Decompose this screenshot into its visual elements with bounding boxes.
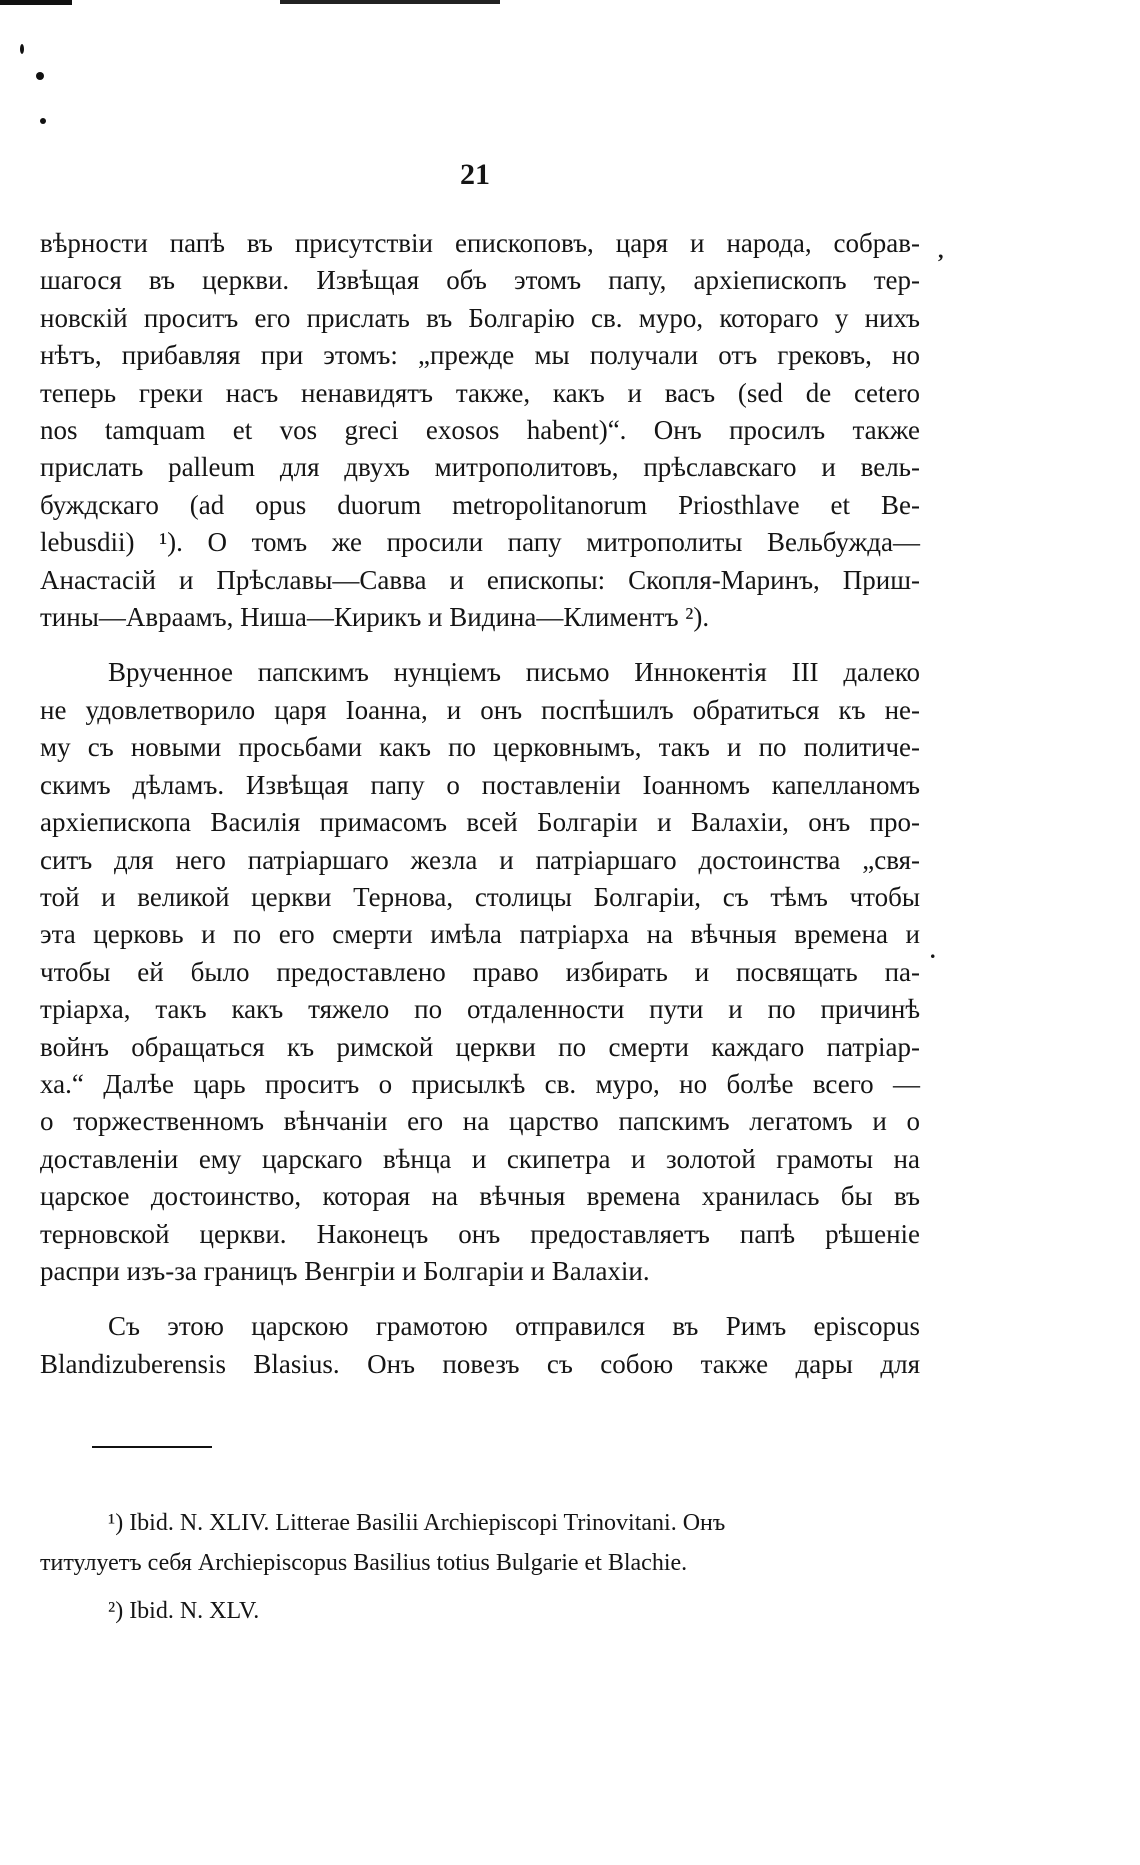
body-text	[40, 225, 920, 1383]
text-line: вѣрности папѣ въ присутствіи епископовъ, царя и народа, собрав-	[40, 228, 920, 258]
top-edge-rule	[0, 0, 72, 5]
margin-mark: ,	[938, 238, 944, 263]
scan-speck	[40, 118, 46, 124]
text-line: той и великой церкви Тернова, столицы Болгаріи, съ тѣмъ чтобы	[40, 881, 920, 912]
paragraph	[40, 654, 920, 1290]
footnotes	[40, 1503, 920, 1631]
text-line: lebusdii) ¹). О томъ же просили папу митрополиты Вельбужда—	[40, 527, 920, 558]
paragraph	[40, 1308, 920, 1383]
text-line: архіепископа Василія примасомъ всей Болгаріи и Валахіи, онъ про-	[40, 807, 920, 838]
text-line: эта церковь и по его смерти имѣла патріарха на вѣчныя времена и	[40, 919, 920, 950]
text-line: не удовлетворило царя Іоанна, и онъ поспѣшилъ обратиться къ не-	[40, 694, 920, 725]
scan-speck	[20, 44, 24, 54]
text-line: прислать palleum для двухъ митрополитовъ, прѣславскаго и вель-	[40, 452, 920, 483]
scan-speck	[36, 72, 44, 80]
text-line: царское достоинство, которая на вѣчныя времена хранилась бы въ	[40, 1181, 920, 1212]
footnote-line: ²) Ibid. N. XLV.	[108, 1598, 260, 1624]
footnote-line: ¹) Ibid. N. XLIV. Litterae Basilii Archiepiscopi Trinovitani. Онъ	[108, 1510, 726, 1536]
text-line: Анастасій и Прѣславы—Савва и епископы: Скопля-Маринъ, Приш-	[40, 564, 920, 595]
text-line: му съ новыми просьбами какъ по церковнымъ, такъ и по политиче-	[40, 732, 920, 763]
text-line: Съ этою царскою грамотою отправился въ Римъ episcopus	[108, 1311, 920, 1342]
footnote-line: титулуетъ себя Archiepiscopus Basilius totius Bulgarie et Blachie.	[40, 1550, 688, 1576]
footnote	[40, 1503, 920, 1583]
text-line: Врученное папскимъ нунціемъ письмо Иннокентія III далеко	[108, 657, 920, 688]
text-line: буждскаго (ad opus duorum metropolitanorum Priosthlave et Be-	[40, 489, 920, 520]
text-line: доставленіи ему царскаго вѣнца и скипетра и золотой грамоты на	[40, 1143, 920, 1174]
text-line: nos tamquam et vos greci exosos habent)“. Онъ просилъ также	[40, 415, 920, 446]
text-line: тріарха, такъ какъ тяжело по отдаленности пути и по причинѣ	[40, 994, 920, 1025]
text-line: терновской церкви. Наконецъ онъ предоставляетъ папѣ рѣшеніе	[40, 1218, 920, 1249]
paragraph	[40, 225, 920, 636]
text-line: чтобы ей было предоставлено право избирать и посвящать па-	[40, 956, 920, 987]
text-line: скимъ дѣламъ. Извѣщая папу о поставленіи Іоанномъ капелланомъ	[40, 769, 920, 800]
text-line: Blandizuberensis Blasius. Онъ повезъ съ собою также дары для	[40, 1348, 920, 1379]
page-number: 21	[460, 158, 490, 191]
text-line: о торжественномъ вѣнчаніи его на царство папскимъ легатомъ и о	[40, 1106, 920, 1137]
text-line: нѣтъ, прибавляя при этомъ: „прежде мы получали отъ грековъ, но	[40, 340, 920, 371]
text-line: новскій проситъ его прислать въ Болгарію св. муро, котораго у нихъ	[40, 302, 920, 333]
text-line: распри изъ-за границъ Венгріи и Болгаріи и Валахіи.	[40, 1255, 650, 1286]
text-line: теперь греки насъ ненавидятъ также, какъ и васъ (sed de cetero	[40, 377, 920, 408]
top-edge-rule	[280, 0, 500, 4]
footnote	[40, 1591, 920, 1631]
text-line: войнъ обращаться къ римской церкви по смерти каждаго патріар-	[40, 1031, 920, 1062]
text-line: тины—Авраамъ, Ниша—Кирикъ и Видина—Климентъ ²).	[40, 602, 710, 633]
text-line: ха.“ Далѣе царь проситъ о присылкѣ св. муро, но болѣе всего —	[40, 1068, 920, 1099]
footnote-separator	[92, 1446, 212, 1448]
text-line: ситъ для него патріаршаго жезла и патріаршаго достоинства „свя-	[40, 844, 920, 875]
text-line: шагося въ церкви. Извѣщая объ этомъ папу, архіепископъ тер-	[40, 265, 920, 296]
margin-mark: .	[930, 938, 936, 963]
